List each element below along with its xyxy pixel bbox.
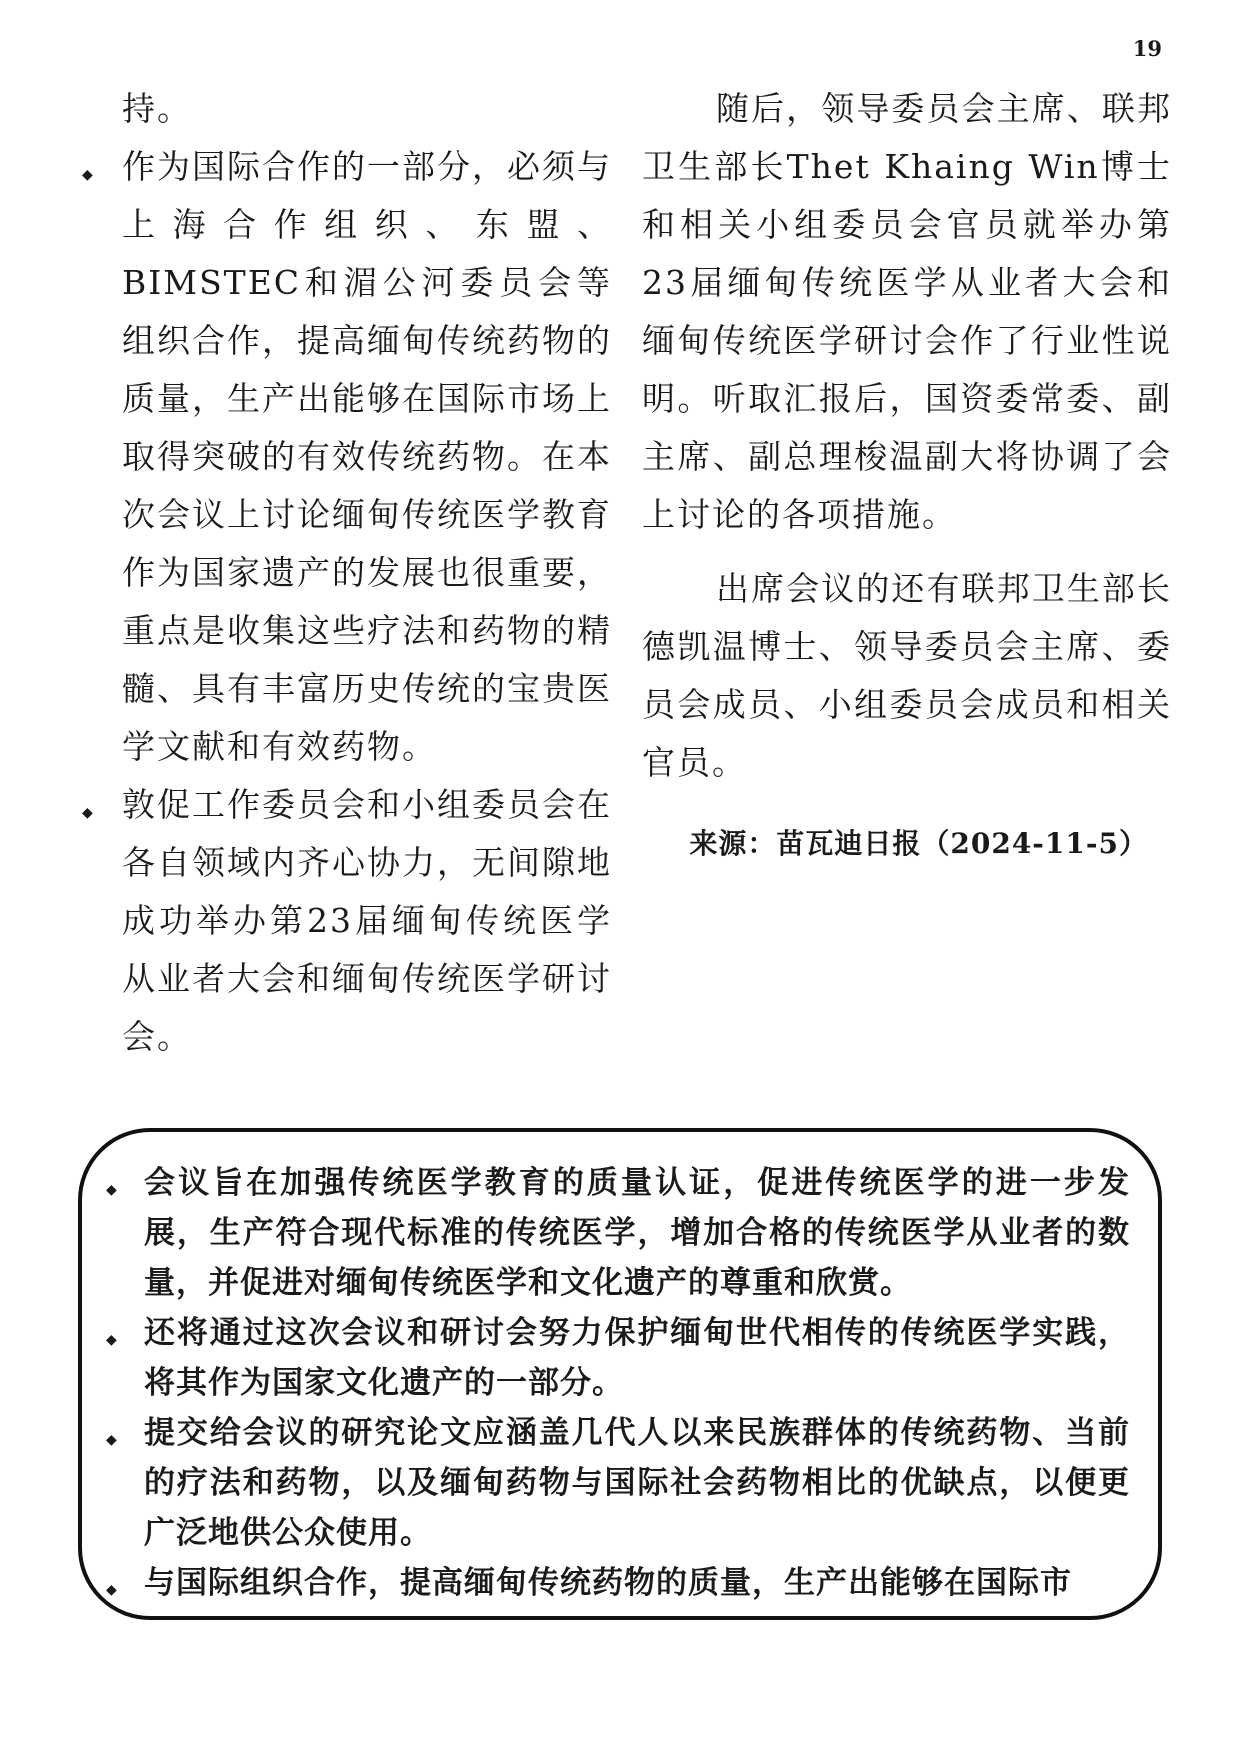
summary-item [106,1158,1130,1308]
body-paragraph: 出席会议的还有联邦卫生部长德凯温博士、领导委员会主席、委员会成员、小组委员会成员和相关官员。 [642,569,1172,782]
source-citation: 来源：苗瓦迪日报（2024-11-5） [689,827,1148,860]
summary-item [106,1308,1130,1408]
bullet-text: 敦促工作委员会和小组委员会在各自领域内齐心协力，无间隙地成功举办第23届缅甸传统医学从业者大会和缅甸传统医学研讨会。 [122,785,612,1056]
summary-text: 还将通过这次会议和研讨会努力保护缅甸世代相传的传统医学实践，将其作为国家文化遗产的一部分。 [144,1315,1130,1401]
bullet-text: 作为国际合作的一部分，必须与上海合作组织、东盟、BIMSTEC和湄公河委员会等组织合作，提高缅甸传统药物的质量，生产出能够在国际市场上取得突破的有效传统药物。在本次会议上讨论缅甸传统医学教育作为国家遗产的发展也很重要，重点是收集这些疗法和药物的精髓、具有丰富历史传统的宝贵医学文献和有效药物。 [122,147,612,766]
right-column [642,80,1172,862]
diamond-bullet-icon: ◆ [106,1582,117,1598]
bullet-item [82,776,612,1066]
diamond-bullet-icon: ◆ [82,805,93,821]
diamond-bullet-icon: ◆ [106,1332,117,1348]
bullet-item [82,138,612,776]
body-paragraph: 随后，领导委员会主席、联邦卫生部长Thet Khaing Win博士和相关小组委员会官员就举办第23届缅甸传统医学从业者大会和缅甸传统医学研讨会作了行业性说明。听取汇报后，国资委常委、副主席、副总理梭温副大将协调了会上讨论的各项措施。 [642,89,1172,534]
diamond-bullet-icon: ◆ [82,167,93,183]
diamond-bullet-icon: ◆ [106,1432,117,1448]
continuation-text: 持。 [122,89,192,128]
summary-text: 与国际组织合作，提高缅甸传统药物的质量，生产出能够在国际市 [144,1565,1072,1601]
left-column [82,80,612,1066]
summary-item [106,1558,1130,1608]
summary-item [106,1408,1130,1558]
summary-text: 会议旨在加强传统医学教育的质量认证，促进传统医学的进一步发展，生产符合现代标准的传统医学，增加合格的传统医学从业者的数量，并促进对缅甸传统医学和文化遗产的尊重和欣赏。 [144,1165,1130,1301]
diamond-bullet-icon: ◆ [106,1182,117,1198]
page-number: 19 [1132,36,1162,61]
summary-box [78,1128,1162,1620]
summary-text: 提交给会议的研究论文应涵盖几代人以来民族群体的传统药物、当前的疗法和药物，以及缅甸药物与国际社会药物相比的优缺点，以便更广泛地供公众使用。 [144,1415,1130,1551]
